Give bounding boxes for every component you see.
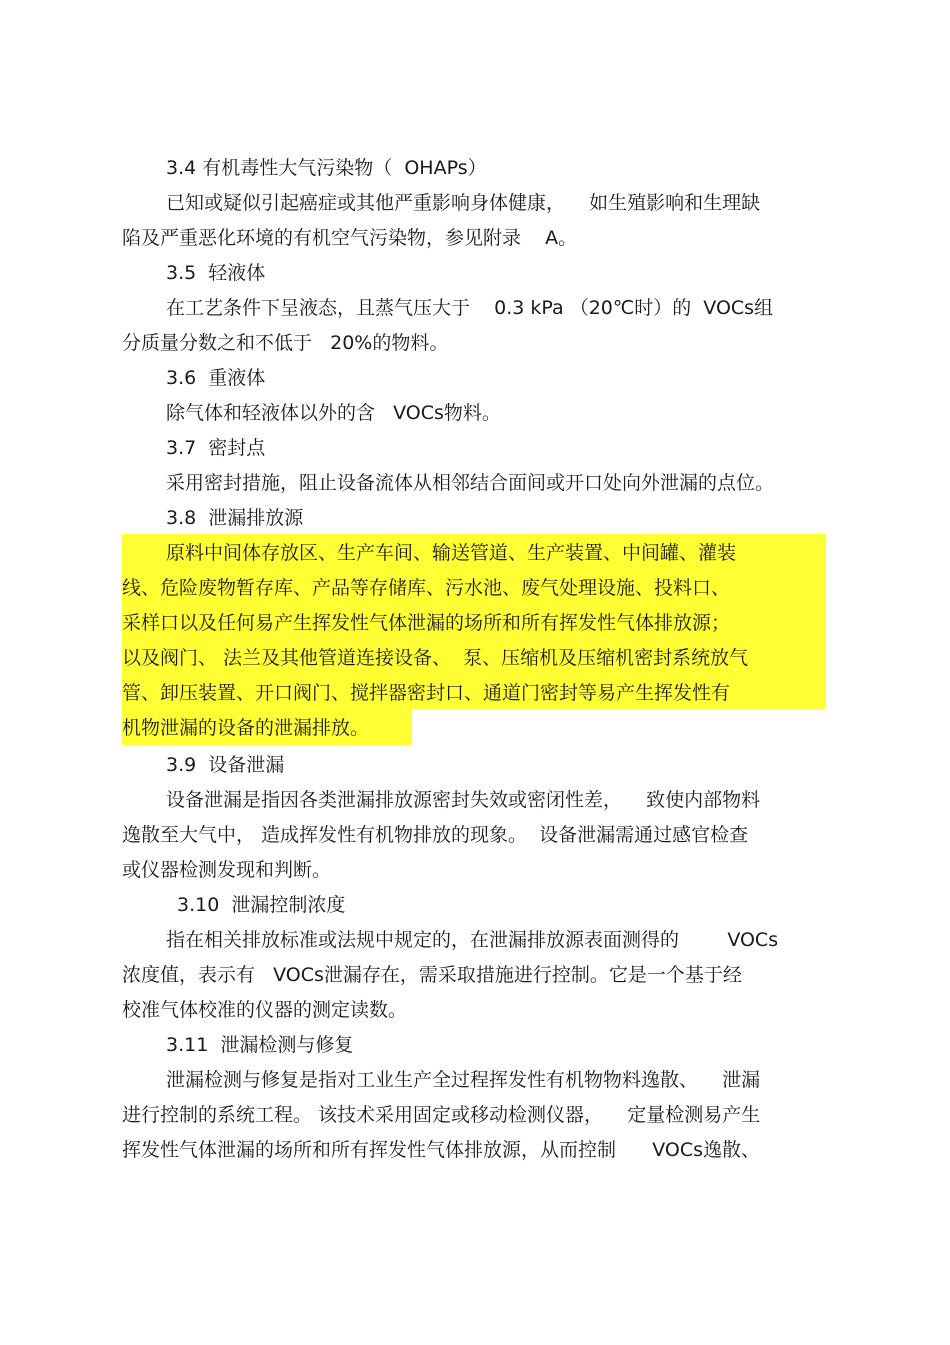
highlighted-line: 线、危险废物暂存库、产品等存储库、污水池、废气处理设施、投料口、 xyxy=(122,577,731,599)
paragraph-line: 设备泄漏是指因各类泄漏排放源密封失效或密闭性差， 致使内部物料 xyxy=(166,789,761,811)
heading-3-5: 3.5 轻液体 xyxy=(166,262,266,284)
paragraph-line: 已知或疑似引起癌症或其他严重影响身体健康， 如生殖影响和生理缺 xyxy=(166,192,761,214)
paragraph-line: 浓度值，表示有 VOCs泄漏存在，需采取措施进行控制。它是一个基于经 xyxy=(122,964,742,986)
heading-3-4: 3.4 有机毒性大气污染物（ OHAPs） xyxy=(166,157,487,179)
paragraph-line: 泄漏检测与修复是指对工业生产全过程挥发性有机物物料逸散、 泄漏 xyxy=(166,1069,761,1091)
paragraph-line: 或仪器检测发现和判断。 xyxy=(122,859,332,881)
paragraph-line: 挥发性气体泄漏的场所和所有挥发性气体排放源，从而控制 VOCs逸散、 xyxy=(122,1139,761,1161)
highlighted-line: 以及阀门、 法兰及其他管道连接设备、 泵、压缩机及压缩机密封系统放气 xyxy=(122,647,749,669)
heading-3-8: 3.8 泄漏排放源 xyxy=(166,507,304,529)
heading-3-11: 3.11 泄漏检测与修复 xyxy=(166,1034,354,1056)
paragraph-line: 进行控制的系统工程。 该技术采用固定或移动检测仪器， 定量检测易产生 xyxy=(122,1104,761,1126)
paragraph-line: 在工艺条件下呈液态，且蒸气压大于 0.3 kPa （20℃时）的 VOCs组 xyxy=(166,297,774,319)
highlighted-line: 原料中间体存放区、生产车间、输送管道、生产装置、中间罐、灌装 xyxy=(166,542,737,564)
highlighted-line: 采样口以及任何易产生挥发性气体泄漏的场所和所有挥发性气体排放源； xyxy=(122,612,731,634)
paragraph-line: 校准气体校准的仪器的测定读数。 xyxy=(122,999,408,1021)
highlighted-line: 机物泄漏的设备的泄漏排放。 xyxy=(122,717,370,739)
paragraph-line: 指在相关排放标准或法规中规定的，在泄漏排放源表面测得的 VOCs xyxy=(166,929,779,951)
paragraph-line: 除气体和轻液体以外的含 VOCs物料。 xyxy=(166,402,501,424)
highlighted-line: 管、卸压装置、开口阀门、搅拌器密封口、通道门密封等易产生挥发性有 xyxy=(122,682,731,704)
paragraph-line: 逸散至大气中， 造成挥发性有机物排放的现象。 设备泄漏需通过感官检查 xyxy=(122,824,749,846)
heading-3-6: 3.6 重液体 xyxy=(166,367,266,389)
paragraph-line: 陷及严重恶化环境的有机空气污染物，参见附录 A。 xyxy=(122,227,578,249)
heading-3-7: 3.7 密封点 xyxy=(166,437,266,459)
paragraph-line: 采用密封措施，阻止设备流体从相邻结合面间或开口处向外泄漏的点位。 xyxy=(166,472,775,494)
heading-3-9: 3.9 设备泄漏 xyxy=(166,754,285,776)
heading-3-10: 3.10 泄漏控制浓度 xyxy=(177,894,346,916)
paragraph-line: 分质量分数之和不低于 20%的物料。 xyxy=(122,332,449,354)
